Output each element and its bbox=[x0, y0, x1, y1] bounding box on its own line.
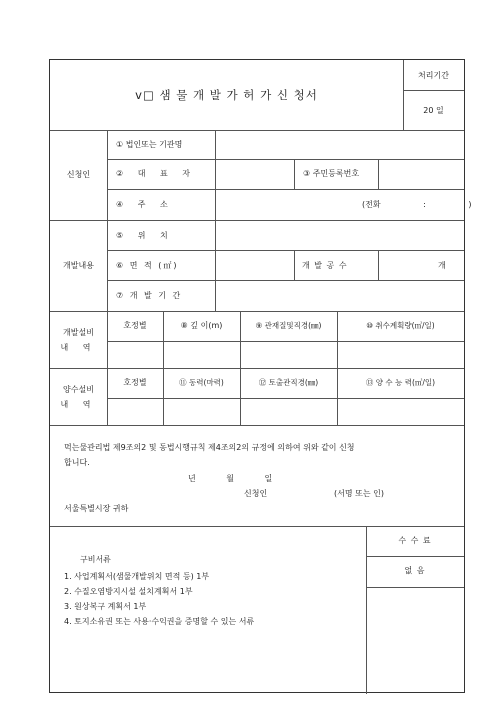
wells-unit: 개 bbox=[438, 261, 446, 270]
address-label: ④ 주 소 bbox=[116, 200, 174, 209]
wells-label: 개 발 공 수 bbox=[302, 261, 348, 270]
declaration-date: 년 월 일 bbox=[188, 474, 273, 483]
pump-facility-label-2: 내 역 bbox=[60, 400, 97, 409]
divider-fee bbox=[366, 556, 464, 557]
period-label: ⑦ 개 발 기 간 bbox=[116, 291, 183, 300]
divider-row bbox=[107, 250, 464, 251]
divider-section bbox=[50, 220, 464, 221]
divider-col bbox=[378, 159, 379, 189]
applicant-section-label: 신청인 bbox=[66, 170, 91, 179]
application-form bbox=[49, 59, 472, 693]
fee-value: 없 음 bbox=[404, 566, 426, 575]
divider-section bbox=[50, 425, 464, 426]
divider-row bbox=[107, 341, 464, 342]
processing-label: 처리기간 bbox=[418, 71, 449, 80]
declaration-signer: 신청인 bbox=[244, 489, 268, 498]
divider-processing bbox=[403, 90, 464, 91]
document-item-2: 2. 수질오염방지시설 설치계획서 1부 bbox=[64, 587, 193, 596]
document-item-4: 4. 토지소유권 또는 사용·수익권을 증명할 수 있는 서류 bbox=[64, 617, 255, 626]
divider-row bbox=[107, 398, 464, 399]
divider-col bbox=[378, 250, 379, 280]
location-label: ⑤ 위 치 bbox=[116, 231, 174, 240]
document-item-1: 1. 사업계획서(샘물개발위치 면적 등) 1부 bbox=[64, 572, 210, 581]
corp-name-label: ① 법인또는 기관명 bbox=[116, 140, 183, 149]
divider-col bbox=[294, 250, 295, 280]
resident-no-label: ③ 주민등록번호 bbox=[303, 169, 360, 178]
document-item-3: 3. 원상복구 계획서 1부 bbox=[64, 602, 147, 611]
divider-section bbox=[50, 311, 464, 312]
declaration-line-2: 합니다. bbox=[64, 458, 90, 467]
declaration-addressee: 서울특별시장 귀하 bbox=[64, 504, 129, 513]
dev-header-pipe: ⑨ 관재질및직경(㎜) bbox=[255, 321, 322, 330]
divider-col bbox=[294, 159, 295, 189]
development-section-label: 개발내용 bbox=[63, 261, 94, 270]
divider-section bbox=[50, 526, 464, 527]
dev-header-well: 호정별 bbox=[123, 321, 147, 330]
dev-header-depth: ⑧ 깊 이(m) bbox=[180, 321, 223, 330]
dev-header-intake: ⑩ 취수계획량(㎥/일) bbox=[366, 321, 435, 330]
phone-label: (전화 : ) bbox=[362, 200, 472, 209]
declaration-sign-note: (서명 또는 인) bbox=[334, 489, 384, 498]
dev-facility-label-1: 개발설비 bbox=[63, 328, 94, 337]
pump-facility-label-1: 양수설비 bbox=[63, 385, 94, 394]
declaration-line-1: 먹는물관리법 제9조의2 및 동법시행규칙 제4조의2의 규정에 의하여 위와 같이 신청 bbox=[64, 443, 355, 452]
pump-header-outlet: ⑫ 토출관직경(㎜) bbox=[258, 378, 319, 387]
pump-header-well: 호정별 bbox=[123, 378, 147, 387]
divider-fee bbox=[366, 587, 464, 588]
dev-facility-label-2: 내 역 bbox=[60, 343, 97, 352]
fee-label: 수 수 료 bbox=[398, 536, 432, 545]
form-title: v□ 샘 물 개 발 가 허 가 신 청서 bbox=[135, 88, 318, 102]
area-label: ⑥ 면 적 (㎡) bbox=[116, 261, 179, 270]
documents-title: 구비서류 bbox=[80, 555, 111, 564]
representative-label: ② 대 표 자 bbox=[116, 169, 196, 178]
divider-col bbox=[215, 130, 216, 311]
divider-fee-col bbox=[366, 526, 367, 694]
divider-row bbox=[107, 280, 464, 281]
divider-section bbox=[50, 368, 464, 369]
divider-row bbox=[107, 189, 464, 190]
pump-header-power: ⑪ 동력(마력) bbox=[179, 378, 224, 387]
pump-header-capacity: ⑬ 양 수 능 력(㎥/일) bbox=[365, 378, 436, 387]
divider-header bbox=[50, 130, 464, 131]
processing-value: 20 일 bbox=[423, 106, 444, 115]
divider-row bbox=[107, 159, 464, 160]
